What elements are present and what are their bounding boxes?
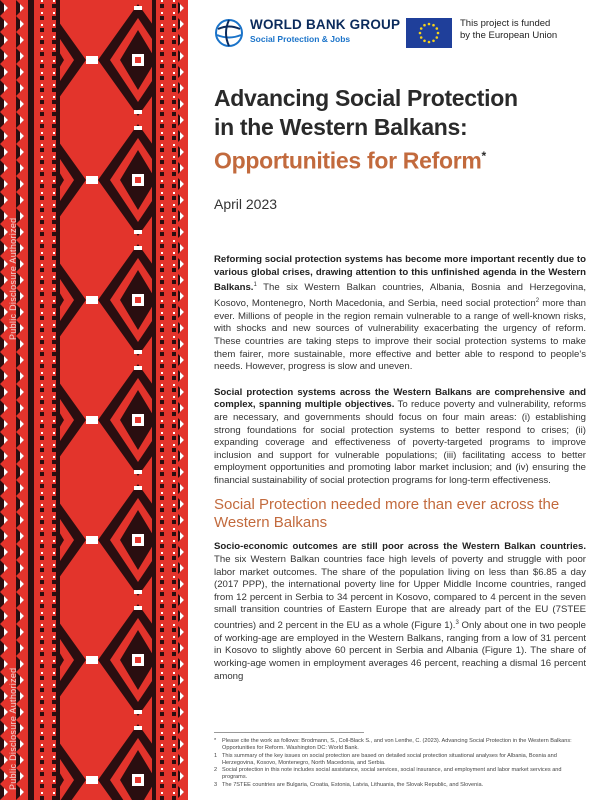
footnote-divider: [214, 732, 364, 733]
footnote-item: * Please cite the work as follows: Brodmann, S., Coll-Black S., and von Lenthe, C. (2023). Advancing Social Protection in the Western Balkans: Opportunities for Reform. Washington DC: World Bank.: [214, 738, 572, 752]
eu-funding-block: [406, 18, 570, 48]
title-line-1: Advancing Social Protection: [214, 85, 518, 111]
disclosure-label-lower: Public Disclosure Authorized: [8, 667, 18, 790]
funding-statement: This project is funded by the European Union: [460, 18, 558, 41]
world-bank-group-logo: [214, 18, 400, 48]
document-body: [214, 254, 586, 696]
paragraph-systems: Social protection systems across the Western Balkans are comprehensive and complex, spanning multiple objectives. To reduce poverty and vulnerability, reforms are necessary, and governments should focus on four main areas: (i) establishing strong foundations for social protection systems to better respond to crises; (ii) expanding coverage and effectiveness of poverty-targeted programs to improve inclusion and support for vulnerable populations; (iii) facilitating access to better employment opportunities and promoting labor market inclusion; and (iv) ensuring the financial sustainability of social protection programs for long-term effectiveness.: [214, 386, 586, 486]
section-heading: Social Protection needed more than ever across the Western Balkans: [214, 496, 560, 532]
footnote-item: 3 The 7STEE countries are Bulgaria, Croatia, Estonia, Latvia, Lithuania, the Slovak Republic, and Slovenia.: [214, 781, 484, 788]
publication-date: April 2023: [214, 196, 278, 212]
title-line-2: in the Western Balkans:: [214, 114, 468, 140]
footnotes: [214, 738, 586, 789]
footnote-item: 2 Social protection in this note includes social assistance, social services, social insurance, and employment and labor market services and programs.: [214, 767, 562, 781]
disclosure-label-upper: Public Disclosure Authorized: [8, 217, 18, 340]
document-title: [214, 84, 586, 176]
embroidery-pattern: [0, 0, 188, 800]
org-unit: Social Protection & Jobs: [250, 34, 351, 44]
paragraph-outcomes: Socio-economic outcomes are still poor across the Western Balkan countries. The six Western Balkan countries face high levels of poverty and struggle with poor labor market outcomes. The share of the population living on less than $6.85 a day (2017 PPP), the international poverty line for Upper Middle Income countries, ranged from 12 percent in Serbia to 34 percent in Kosovo, compared to 4 percent in the seven small transition countries of Eastern Europe that are already part of the EU (7STEE countries) and 2 percent in the EU as a whole (Figure 1).$^3$ Only about one in two people of working-age are employed in the Western Balkans, ranging from a low of 31 percent in Kosovo to slightly above 60 percent in Serbia and Albania (Figure 1). The share of working-age women in employment averages 46 percent, reaching a dismal 16 percent among: [214, 541, 586, 682]
globe-icon: [214, 18, 244, 48]
decorative-embroidery-band: [0, 0, 188, 800]
eu-flag-icon: [406, 18, 452, 48]
title-footnote-marker: *: [481, 149, 486, 163]
footnote-item: 1 This summary of the key issues on social protection are based on detailed social protection situational analyses for Albania, Bosnia and Herzegovina, Kosovo, Montenegro, North Macedonia, and Serbia.: [214, 752, 557, 766]
paragraph-intro: Reforming social protection systems has become more important recently due to various global crises, drawing attention to this unfinished agenda in the Western Balkans.$^1$ The six Western Balkan countries, Albania, Bosnia and Herzegovina, Kosovo, Montenegro, North Macedonia, and Serbia, need social protection$^2$ more than ever. Millions of people in the region remain vulnerable to a range of well-known risks, with shocks and new sources of vulnerability exacerbating the urgency of reform. These countries are taking steps to improve their social protection systems to make them fairer, more sustainable, more effective and better able to respond to people's needs. However, progress is slow and uneven.: [214, 254, 586, 373]
org-name: WORLD BANK GROUP: [250, 17, 401, 32]
title-line-3: Opportunities for Reform*: [214, 147, 486, 174]
